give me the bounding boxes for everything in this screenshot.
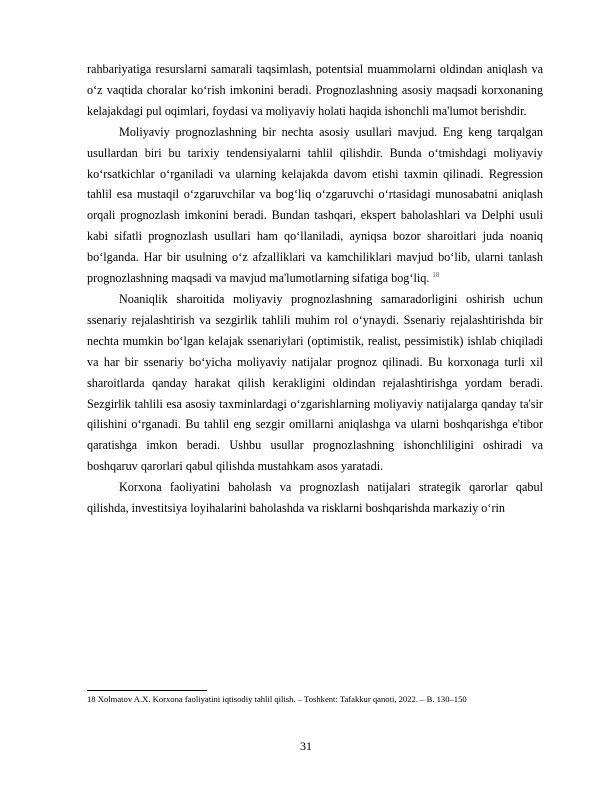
footnote: 18 Xolmatov A.X. Korxona faoliyatini iqtisodiy tahlil qilish. – Toshkent: Tafakkur qanoti, 2022. – B. 130–150 <box>87 694 467 704</box>
paragraph-2-text: Moliyaviy prognozlashning bir nechta asosiy usullari mavjud. Eng keng tarqalgan usullardan biri bu tarixiy tendensiyalarni tahlil qilishdir. Bunda o‘tmishdagi moliyaviy ko‘rsatkichlar o‘rganiladi va ularning kelajakda davom etishi taxmin qilinadi. Regression tahlil esa mustaqil o‘zgaruvchilar va bog‘liq o‘zgaruvchi o‘rtasidagi munosabatni aniqlash orqali prognozlash imkonini beradi. Bundan tashqari, ekspert baholashlari va Delphi usuli kabi sifatli prognozlash usullari ham qo‘llaniladi, ayniqsa bozor sharoitlari juda noaniq bo‘lganda. Har bir usulning o‘z afzalliklari va kamchiliklari mavjud bo‘lib, ularni tanlash prognozlashning maqsadi va mavjud ma'lumotlarning sifatiga bog‘liq. <box>87 124 543 286</box>
paragraph-2 <box>87 122 543 289</box>
footnote-divider <box>87 690 207 691</box>
page-body <box>87 59 543 519</box>
paragraph-3: Noaniqlik sharoitida moliyaviy prognozlashning samaradorligini oshirish uchun ssenariy rejalashtirish va sezgirlik tahlili muhim rol o‘ynaydi. Ssenariy rejalashtirishda bir nechta mumkin bo‘lgan kelajak ssenariylari (optimistik, realist, pessimistik) ishlab chiqiladi va har bir ssenariy bo‘yicha moliyaviy natijalar prognoz qilinadi. Bu korxonaga turli xil sharoitlarda qanday harakat qilish kerakligini oldindan rejalashtirishga yordam beradi. Sezgirlik tahlili esa asosiy taxminlardagi o‘zgarishlarning moliyaviy natijalarga qanday ta'sir qilishini o‘rganadi. Bu tahlil eng sezgir omillarni aniqlashga va ularni boshqarishga e'tibor qaratishga imkon beradi. Ushbu usullar prognozlashning ishonchliligini oshiradi va boshqaruv qarorlari qabul qilishda mustahkam asos yaratadi. <box>87 291 543 474</box>
page-number: 31 <box>300 739 312 753</box>
paragraph-4: Korxona faoliyatini baholash va prognozlash natijalari strategik qarorlar qabul qilishda, investitsiya loyihalarini baholashda va risklarni boshqarishda markaziy o‘rin <box>87 480 543 516</box>
footnote-reference[interactable]: 18 <box>432 271 440 279</box>
paragraph-1: rahbariyatiga resurslarni samarali taqsimlash, potentsial muammolarni oldindan aniqlash va o‘z vaqtida choralar ko‘rish imkonini beradi. Prognozlashning asosiy maqsadi korxonaning kelajakdagi pul oqimlari, foydasi va moliyaviy holati haqida ishonchli ma'lumot berishdir. <box>87 62 543 118</box>
